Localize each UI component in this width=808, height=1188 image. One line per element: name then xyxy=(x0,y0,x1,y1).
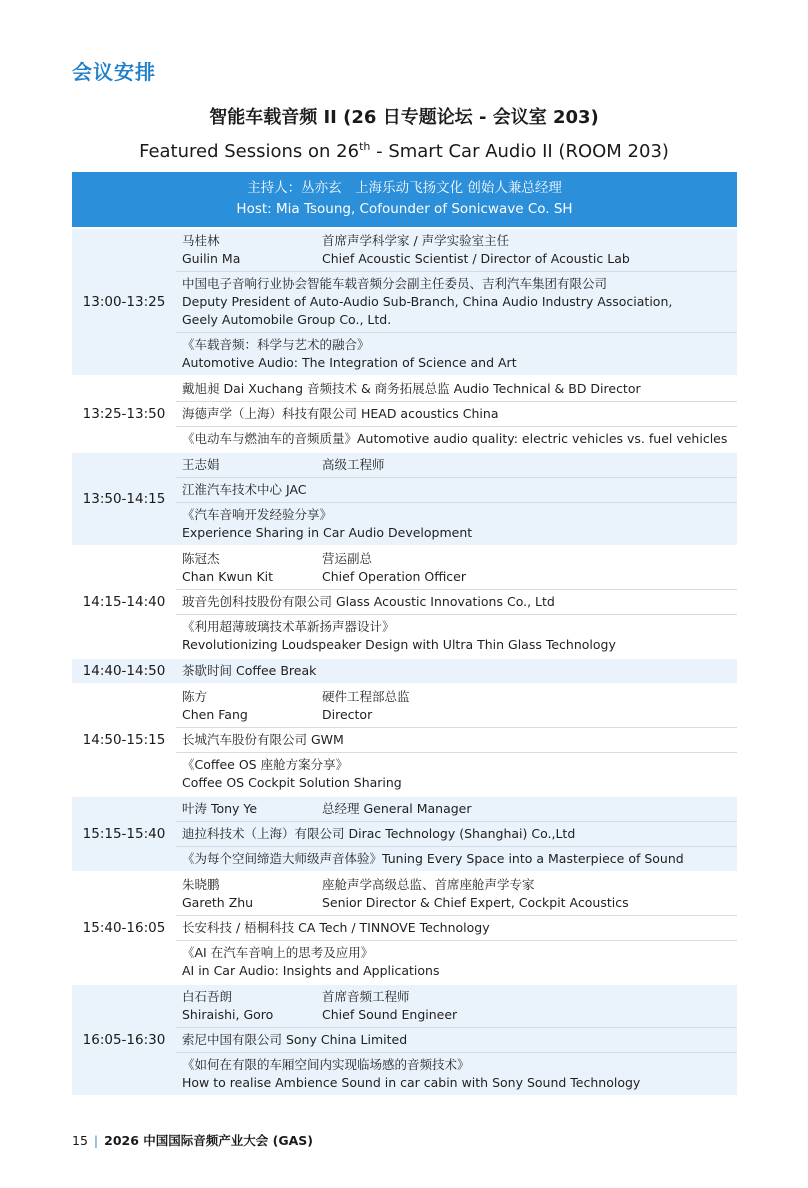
session-row xyxy=(72,683,737,795)
organization-cell xyxy=(176,271,737,332)
organization-cell: 江淮汽车技术中心 JAC xyxy=(176,477,737,502)
section-title: 会议安排 xyxy=(72,60,156,84)
topic-en: How to realise Ambience Sound in car cabin with Sony Sound Technology xyxy=(182,1075,641,1090)
topic-cell: 《为每个空间缔造大师级声音体验》Tuning Every Space into a Masterpiece of Sound xyxy=(176,846,737,871)
topic-en: Automotive Audio: The Integration of Science and Art xyxy=(182,355,517,370)
session-row xyxy=(72,375,737,451)
speaker-cell xyxy=(176,229,737,271)
speaker-name-en: Chen Fang xyxy=(182,707,248,722)
org-line: Deputy President of Auto-Audio Sub-Branch, China Audio Industry Association, xyxy=(182,294,673,309)
session-row xyxy=(72,795,737,871)
topic-cell xyxy=(176,332,737,375)
org-line: 中国电子音响行业协会智能车载音频分会副主任委员、吉利汽车集团有限公司 xyxy=(182,276,608,291)
session-time: 16:05-16:30 xyxy=(72,985,176,1095)
topic-cn: 《车载音频：科学与艺术的融合》 xyxy=(182,337,370,352)
topic-en: Coffee OS Cockpit Solution Sharing xyxy=(182,775,402,790)
speaker-cell: 戴旭昶 Dai Xuchang 音频技术 & 商务拓展总监 Audio Technical & BD Director xyxy=(182,381,641,396)
session-row xyxy=(72,871,737,983)
organization-cell: 海德声学（上海）科技有限公司 HEAD acoustics China xyxy=(176,401,737,426)
schedule-table xyxy=(72,172,737,1095)
topic-cell xyxy=(176,502,737,545)
topic-cell xyxy=(176,614,737,657)
speaker-name-cn: 马桂林 xyxy=(182,233,220,248)
speaker-cell xyxy=(176,985,737,1027)
session-title-cn: 智能车载音频 II (26 日专题论坛 - 会议室 203) xyxy=(209,107,599,128)
organization-cell: 玻音先创科技股份有限公司 Glass Acoustic Innovations Co., Ltd xyxy=(176,589,737,614)
speaker-name-cn: 陈冠杰 xyxy=(182,551,220,566)
session-row xyxy=(72,545,737,657)
title-en-sup: th xyxy=(359,140,371,153)
speaker-title-en: Chief Acoustic Scientist / Director of Acoustic Lab xyxy=(322,251,630,266)
topic-cell xyxy=(176,752,737,795)
topic-cn: 《汽车音响开发经验分享》 xyxy=(182,507,333,522)
session-time: 14:50-15:15 xyxy=(82,732,166,748)
speaker-cell xyxy=(176,453,737,477)
session-row xyxy=(72,451,737,545)
speaker-name-en: Guilin Ma xyxy=(182,251,241,266)
topic-en: AI in Car Audio: Insights and Applications xyxy=(182,963,440,978)
speaker-title-en: Chief Sound Engineer xyxy=(322,1007,458,1022)
host-banner xyxy=(72,172,737,227)
host-en: Host: Mia Tsoung, Cofounder of Sonicwave Co. SH xyxy=(236,201,573,217)
speaker-cell xyxy=(176,873,737,915)
topic-en: Revolutionizing Loudspeaker Design with Ultra Thin Glass Technology xyxy=(182,637,616,652)
topic-cell: 《电动车与燃油车的音频质量》Automotive audio quality: electric vehicles vs. fuel vehicles xyxy=(176,426,737,451)
session-time: 14:15-14:40 xyxy=(82,594,166,610)
topic-cell xyxy=(176,1052,737,1095)
title-en-pre: Featured Sessions on 26 xyxy=(139,141,360,162)
speaker-name-cn: 朱晓鹏 xyxy=(182,877,220,892)
speaker-name-en: Shiraishi, Goro xyxy=(182,1007,274,1022)
speaker-title-cn: 首席声学科学家 / 声学实验室主任 xyxy=(322,233,510,248)
speaker-cell xyxy=(176,547,737,589)
speaker-cell xyxy=(176,685,737,727)
footer-separator: | xyxy=(93,1133,99,1148)
speaker-name-cn: 王志娟 xyxy=(182,457,220,472)
speaker-title-cn: 座舱声学高级总监、首席座舱声学专家 xyxy=(322,877,535,892)
speaker-name-cn: 白石吾朗 xyxy=(182,989,233,1004)
session-time: 15:40-16:05 xyxy=(82,920,166,936)
session-time: 13:00-13:25 xyxy=(72,229,176,375)
session-time: 14:40-14:50 xyxy=(72,659,176,683)
speaker-title-cn: 营运副总 xyxy=(322,551,373,566)
session-time: 13:25-13:50 xyxy=(82,406,166,422)
speaker-name-en: Gareth Zhu xyxy=(182,895,254,910)
speaker-title-en: Senior Director & Chief Expert, Cockpit Acoustics xyxy=(322,895,629,910)
session-title-en xyxy=(0,133,808,166)
speaker-name: 叶涛 Tony Ye xyxy=(182,801,258,816)
speaker-cell xyxy=(176,797,737,821)
speaker-title: 总经理 General Manager xyxy=(322,801,472,816)
break-label: 茶歇时间 Coffee Break xyxy=(176,659,737,683)
session-row xyxy=(72,227,737,375)
break-row xyxy=(72,657,737,683)
conference-name: 2026 中国国际音频产业大会 (GAS) xyxy=(104,1133,313,1148)
org-line: Geely Automobile Group Co., Ltd. xyxy=(182,312,392,327)
organization-cell: 索尼中国有限公司 Sony China Limited xyxy=(176,1027,737,1052)
speaker-title-en: Chief Operation Officer xyxy=(322,569,466,584)
topic-en: Experience Sharing in Car Audio Development xyxy=(182,525,473,540)
speaker-title-cn: 高级工程师 xyxy=(322,457,385,472)
session-row xyxy=(72,983,737,1095)
topic-cn: 《利用超薄玻璃技术革新扬声器设计》 xyxy=(182,619,395,634)
topic-cn: 《如何在有限的车厢空间内实现临场感的音频技术》 xyxy=(182,1057,470,1072)
speaker-name-cn: 陈方 xyxy=(182,689,208,704)
session-time: 15:15-15:40 xyxy=(72,797,176,871)
organization-cell: 迪拉科技术（上海）有限公司 Dirac Technology (Shanghai) Co.,Ltd xyxy=(176,821,737,846)
organization-cell: 长安科技 / 梧桐科技 CA Tech / TINNOVE Technology xyxy=(176,915,737,940)
speaker-title-cn: 首席音频工程师 xyxy=(322,989,410,1004)
speaker-title-en: Director xyxy=(322,707,373,722)
page-footer xyxy=(72,1131,313,1149)
page-number: 15 xyxy=(72,1133,88,1148)
host-cn: 主持人：丛亦玄 上海乐动飞扬文化 创始人兼总经理 xyxy=(247,180,562,196)
topic-cell xyxy=(176,940,737,983)
speaker-title-cn: 硬件工程部总监 xyxy=(322,689,410,704)
organization-cell: 长城汽车股份有限公司 GWM xyxy=(176,727,737,752)
topic-cn: 《Coffee OS 座舱方案分享》 xyxy=(182,757,349,772)
title-en-post: - Smart Car Audio II (ROOM 203) xyxy=(370,141,669,162)
session-title-block xyxy=(0,105,808,166)
topic-cn: 《AI 在汽车音响上的思考及应用》 xyxy=(182,945,374,960)
session-time: 13:50-14:15 xyxy=(72,453,176,545)
speaker-name-en: Chan Kwun Kit xyxy=(182,569,274,584)
